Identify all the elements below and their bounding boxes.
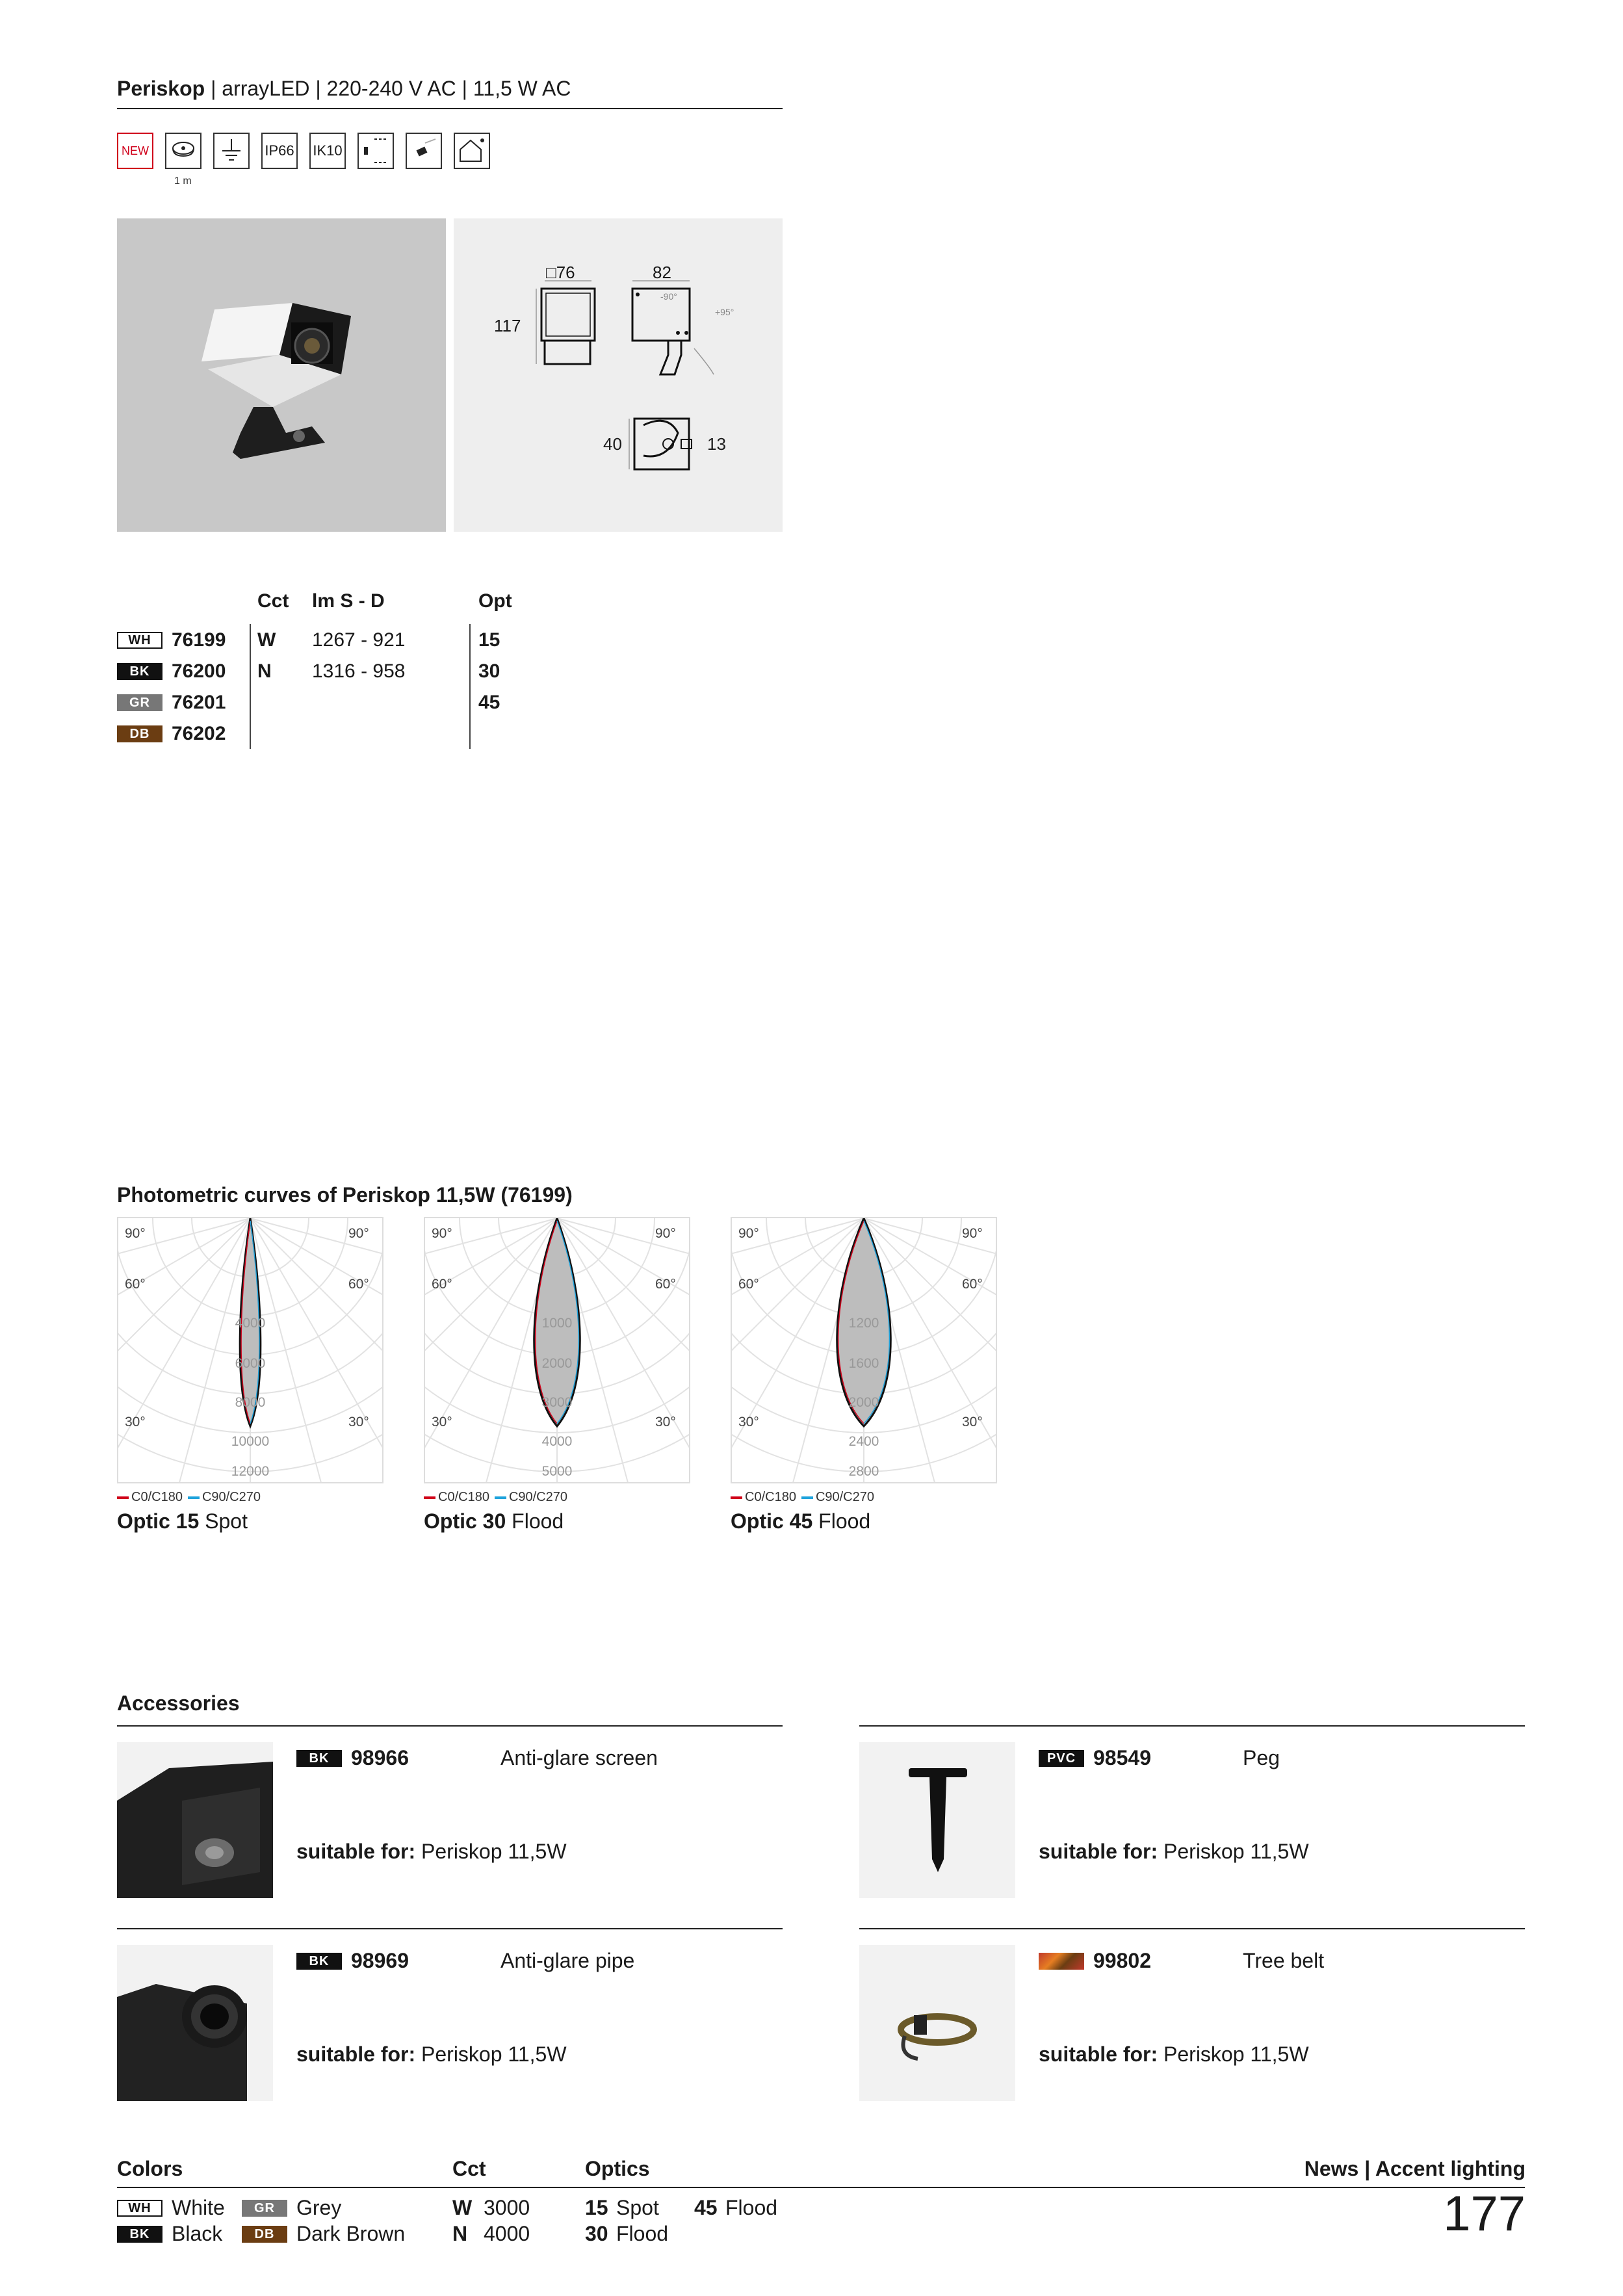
- c0-legend-label: C0/C180: [745, 1490, 796, 1504]
- angle-label-30: 30°: [125, 1415, 146, 1429]
- angle-label-90: 90°: [125, 1226, 146, 1241]
- dim-depth: 82: [653, 263, 671, 282]
- accessory-rule: [117, 1928, 783, 1929]
- ground-icon: [213, 133, 250, 169]
- accessories-title: Accessories: [117, 1691, 240, 1715]
- angle-label-60: 60°: [962, 1277, 983, 1292]
- product-name: Periskop: [117, 77, 205, 100]
- ik10-icon: IK10: [309, 133, 346, 169]
- dim-hole: 13: [707, 434, 726, 454]
- color-badge: DB: [117, 725, 162, 742]
- accessory-suitable: suitable for: Periskop 11,5W: [296, 1840, 567, 1863]
- angle-label-90: 90°: [432, 1226, 452, 1241]
- col-header-lm: lm S - D: [312, 590, 385, 612]
- anti-glare-pipe-photo: [117, 1945, 273, 2101]
- accessory-badge: PVC: [1039, 1750, 1084, 1767]
- product-photo: [117, 218, 446, 532]
- accessory-name: Peg: [1243, 1746, 1280, 1769]
- intensity-ring-label: 8000: [235, 1395, 266, 1410]
- product-spec: | arrayLED | 220-240 V AC | 11,5 W AC: [205, 77, 571, 100]
- angle-label-60: 60°: [432, 1277, 452, 1292]
- footer-optic-value: Flood: [725, 2196, 778, 2219]
- angle-label-30: 30°: [348, 1415, 369, 1429]
- technical-drawing: [454, 218, 783, 532]
- intensity-ring-label: 10000: [231, 1434, 270, 1449]
- angle-label-30: 30°: [962, 1415, 983, 1429]
- footer-optic-code: 30: [585, 2222, 608, 2245]
- angle-label-60: 60°: [655, 1277, 676, 1292]
- accessory-name: Anti-glare pipe: [500, 1949, 635, 1972]
- c90-legend-label: C90/C270: [201, 1490, 261, 1504]
- c90-legend-swatch: [188, 1496, 200, 1499]
- angle-minus: -90°: [660, 291, 677, 302]
- intensity-ring-label: 2800: [848, 1464, 879, 1479]
- product-code: 76200: [172, 660, 226, 682]
- c90-legend-label: C90/C270: [508, 1490, 567, 1504]
- accessory-suitable: suitable for: Periskop 11,5W: [296, 2042, 567, 2066]
- angle-label-90: 90°: [962, 1226, 983, 1241]
- intensity-ring-label: 12000: [231, 1464, 270, 1479]
- intensity-ring-label: 2000: [848, 1395, 879, 1410]
- color-badge: BK: [117, 663, 162, 680]
- angle-plus: +95°: [715, 307, 734, 317]
- optic-label: Optic 15 Spot: [117, 1509, 248, 1533]
- footer-color-name: Black: [172, 2222, 223, 2245]
- accessory-badge: BK: [296, 1953, 342, 1970]
- product-code: 76199: [172, 629, 226, 651]
- footer-color-name: Dark Brown: [296, 2222, 406, 2245]
- angle-label-30: 30°: [738, 1415, 759, 1429]
- dim-base: 40: [603, 434, 622, 454]
- new-badge: NEW: [117, 133, 153, 169]
- intensity-ring-label: 2000: [541, 1356, 573, 1371]
- accessory-suitable: suitable for: Periskop 11,5W: [1039, 1840, 1309, 1863]
- accessory-name: Tree belt: [1243, 1949, 1325, 1972]
- footer-section: News | Accent lighting: [1304, 2157, 1526, 2180]
- row-cct: N: [257, 660, 272, 682]
- intensity-ring-label: 1200: [848, 1316, 879, 1331]
- peg-photo: [859, 1742, 1015, 1898]
- table-divider: [469, 624, 471, 749]
- c0-legend-swatch: [117, 1496, 129, 1499]
- angle-label-90: 90°: [655, 1226, 676, 1241]
- angle-label-60: 60°: [348, 1277, 369, 1292]
- accessory-suitable: suitable for: Periskop 11,5W: [1039, 2042, 1309, 2066]
- color-badge: GR: [117, 694, 162, 711]
- footer-optic-code: 15: [585, 2196, 608, 2219]
- footer-cct-code: W: [452, 2196, 473, 2219]
- footer-color-badge: GR: [242, 2200, 287, 2217]
- footer-rule: [117, 2187, 1525, 2188]
- dim-height: 117: [494, 316, 521, 335]
- footer-optic-value: Spot: [616, 2196, 659, 2219]
- c90-legend-label: C90/C270: [815, 1490, 874, 1504]
- angle-label-30: 30°: [432, 1415, 452, 1429]
- angle-label-60: 60°: [125, 1277, 146, 1292]
- footer-color-badge: DB: [242, 2226, 287, 2243]
- c0-legend-label: C0/C180: [438, 1490, 489, 1504]
- footer-color-name: Grey: [296, 2196, 342, 2219]
- table-divider: [250, 624, 251, 749]
- footer-cct-code: N: [452, 2222, 468, 2245]
- accessory-code: 98966: [351, 1746, 409, 1769]
- footer-colors-title: Colors: [117, 2157, 183, 2180]
- intensity-ring-label: 4000: [235, 1316, 266, 1331]
- accessory-rule: [859, 1928, 1525, 1929]
- footer-cct-value: 4000: [484, 2222, 530, 2245]
- footer-cct-title: Cct: [452, 2157, 486, 2180]
- row-opt: 15: [478, 629, 500, 651]
- angle-label-90: 90°: [738, 1226, 759, 1241]
- outdoor-icon: [454, 133, 490, 169]
- product-code: 76201: [172, 692, 226, 713]
- footer-optics-title: Optics: [585, 2157, 650, 2180]
- photometric-chart: [424, 1217, 690, 1483]
- angle-label-90: 90°: [348, 1226, 369, 1241]
- anti-glare-screen-photo: [117, 1742, 273, 1898]
- intensity-ring-label: 3000: [541, 1395, 573, 1410]
- row-lm: 1316 - 958: [312, 660, 406, 682]
- tilt-icon: [406, 133, 442, 169]
- row-lm: 1267 - 921: [312, 629, 406, 651]
- cable-length-caption: 1 m: [174, 176, 192, 187]
- footer-color-badge: WH: [117, 2200, 162, 2217]
- row-opt: 45: [478, 692, 500, 713]
- accessory-code: 98549: [1093, 1746, 1151, 1769]
- photometric-chart: [731, 1217, 997, 1483]
- accessory-code: 98969: [351, 1949, 409, 1972]
- row-cct: W: [257, 629, 276, 651]
- intensity-ring-label: 1600: [848, 1356, 879, 1371]
- angle-label-30: 30°: [655, 1415, 676, 1429]
- col-header-opt: Opt: [478, 590, 512, 612]
- c0-legend-swatch: [424, 1496, 435, 1499]
- product-code: 76202: [172, 723, 226, 744]
- accessory-code: 99802: [1093, 1949, 1151, 1972]
- header-rule: [117, 108, 783, 109]
- rotation-icon: [165, 133, 201, 169]
- tree-belt-photo: [859, 1945, 1015, 2101]
- ip66-icon: IP66: [261, 133, 298, 169]
- c90-legend-swatch: [801, 1496, 813, 1499]
- footer-cct-value: 3000: [484, 2196, 530, 2219]
- c0-legend-label: C0/C180: [131, 1490, 183, 1504]
- tree-belt-pattern-badge: [1039, 1953, 1084, 1970]
- wall-mount-icon: [357, 133, 394, 169]
- angle-label-60: 60°: [738, 1277, 759, 1292]
- intensity-ring-label: 5000: [541, 1464, 573, 1479]
- intensity-ring-label: 6000: [235, 1356, 266, 1371]
- accessory-name: Anti-glare screen: [500, 1746, 658, 1769]
- chart-legend: [424, 1490, 567, 1505]
- dim-square: □76: [546, 263, 575, 282]
- row-opt: 30: [478, 660, 500, 682]
- accessory-badge: BK: [296, 1750, 342, 1767]
- intensity-ring-label: 1000: [541, 1316, 573, 1331]
- chart-legend: [731, 1490, 874, 1505]
- c0-legend-swatch: [731, 1496, 742, 1499]
- page-header: [117, 77, 571, 101]
- col-header-cct: Cct: [257, 590, 289, 612]
- intensity-ring-label: 2400: [848, 1434, 879, 1449]
- optic-label: Optic 30 Flood: [424, 1509, 564, 1533]
- footer-optic-value: Flood: [616, 2222, 669, 2245]
- footer-color-name: White: [172, 2196, 225, 2219]
- c90-legend-swatch: [495, 1496, 506, 1499]
- photometric-title: Photometric curves of Periskop 11,5W (76199): [117, 1183, 573, 1207]
- intensity-ring-label: 4000: [541, 1434, 573, 1449]
- photometric-chart: [117, 1217, 383, 1483]
- accessory-rule: [859, 1725, 1525, 1727]
- accessory-rule: [117, 1725, 783, 1727]
- optic-label: Optic 45 Flood: [731, 1509, 871, 1533]
- footer-optic-code: 45: [694, 2196, 718, 2219]
- page-number: 177: [1443, 2186, 1526, 2241]
- color-badge: WH: [117, 632, 162, 649]
- footer-color-badge: BK: [117, 2226, 162, 2243]
- chart-legend: [117, 1490, 261, 1505]
